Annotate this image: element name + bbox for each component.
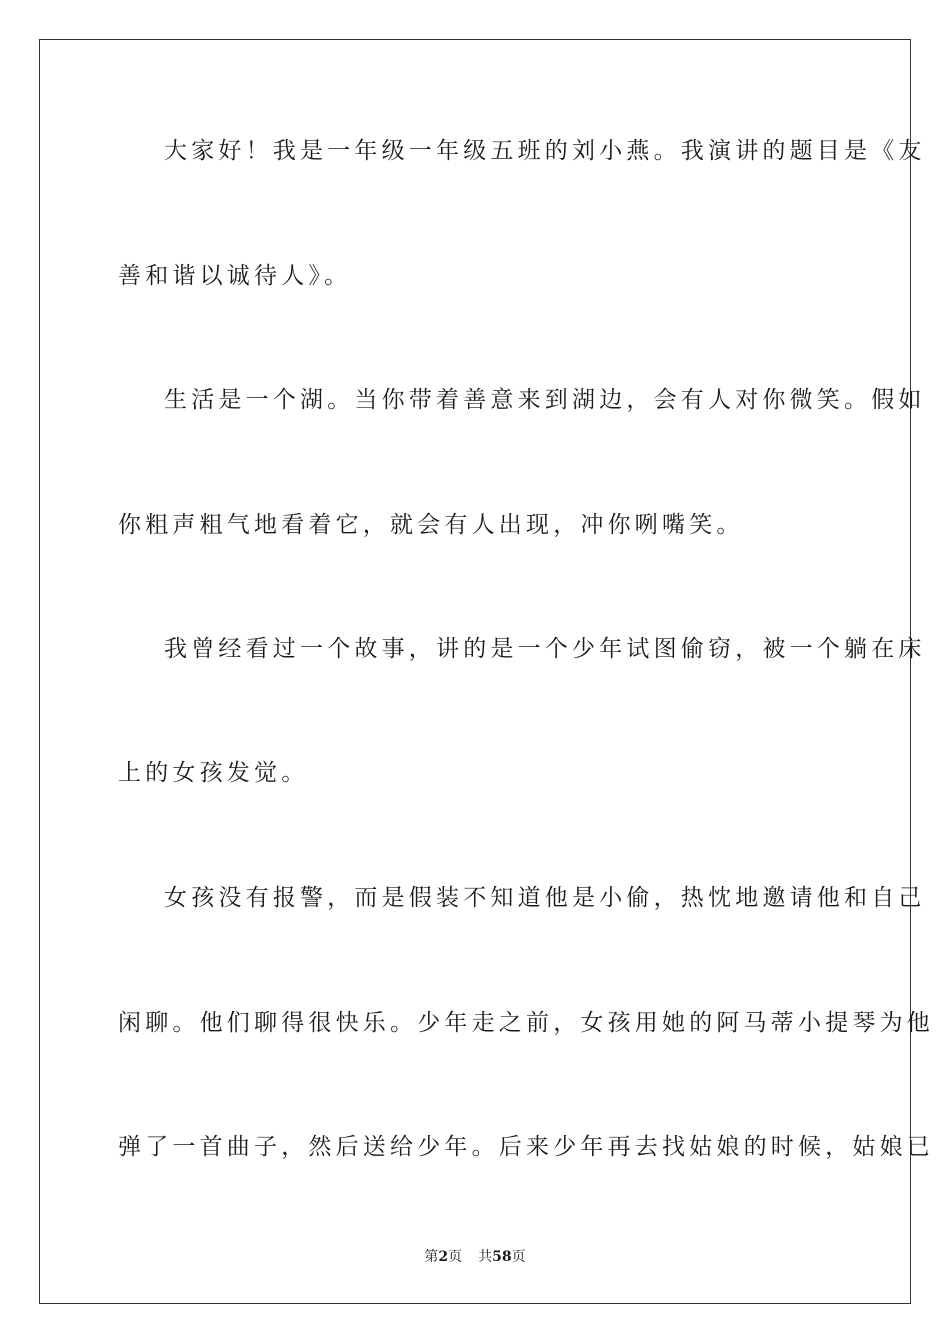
paragraph-4-line-3: 弹了一首曲子，然后送给少年。后来少年再去找姑娘的时候，姑娘已: [118, 1134, 934, 1160]
total-prefix: 共: [478, 1249, 493, 1265]
paragraph-2-line-2: 你粗声粗气地看着它，就会有人出现，冲你咧嘴笑。: [118, 512, 744, 538]
total-suffix: 页: [511, 1249, 526, 1265]
paragraph-3-line-1: 我曾经看过一个故事，讲的是一个少年试图偷窃，被一个躺在床: [164, 636, 926, 662]
page-suffix: 页: [448, 1249, 463, 1265]
page-number: 2: [438, 1249, 449, 1265]
paragraph-2-line-1: 生活是一个湖。当你带着善意来到湖边，会有人对你微笑。假如: [164, 387, 926, 413]
paragraph-4-line-1: 女孩没有报警，而是假装不知道他是小偷，热忱地邀请他和自己: [164, 885, 926, 911]
paragraph-3-line-2: 上的女孩发觉。: [118, 760, 309, 786]
page-border: [39, 39, 911, 1304]
paragraph-1-line-2: 善和谐以诚待人》。: [118, 263, 352, 289]
total-pages: 58: [492, 1249, 512, 1265]
paragraph-4-line-2: 闲聊。他们聊得很快乐。少年走之前，女孩用她的阿马蒂小提琴为他: [118, 1010, 934, 1036]
page-footer: [0, 1247, 950, 1267]
paragraph-1-line-1: 大家好！我是一年级一年级五班的刘小燕。我演讲的题目是《友: [164, 138, 926, 164]
page-prefix: 第: [424, 1249, 439, 1265]
